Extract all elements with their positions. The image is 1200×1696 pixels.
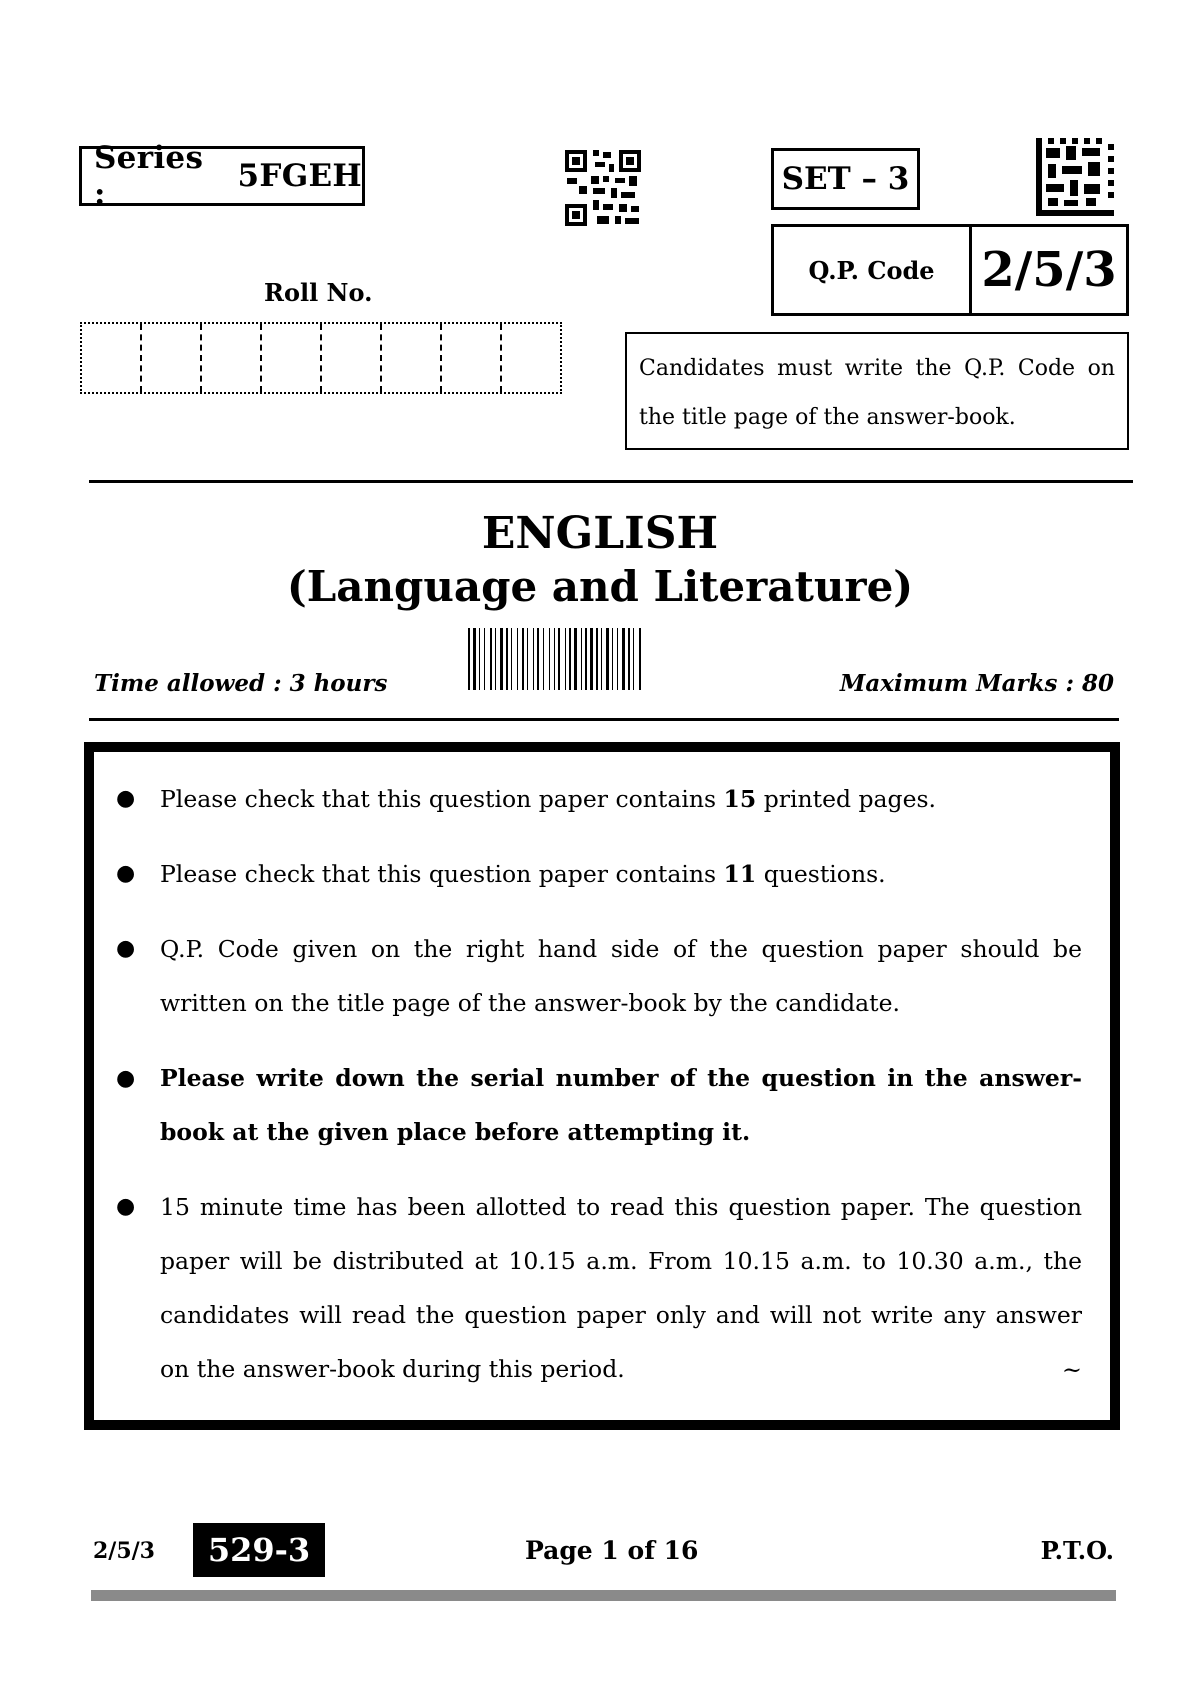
roll-number-box[interactable] (202, 324, 262, 392)
set-box: SET – 3 (771, 148, 920, 210)
subject-subtitle: (Language and Literature) (286, 562, 914, 611)
page-number: Page 1 of 16 (525, 1536, 699, 1565)
roll-number-box[interactable] (262, 324, 322, 392)
instruction-item: ● Please check that this question paper contains 15 printed pages. (116, 772, 1082, 826)
roll-number-boxes[interactable] (80, 322, 562, 394)
instruction-item: ● 15 minute time has been allotted to read this question paper. The question paper will be distributed at 10.15 a.m. From 10.15 a.m. to 10.30 a.m., the candidates will read the question paper only and will not write any answer on the answer-book during this period. (116, 1180, 1082, 1396)
data-matrix-icon (1036, 138, 1114, 216)
instruction-item: ● Q.P. Code given on the right hand side of the question paper should be written on the title page of the answer-book by the candidate. (116, 922, 1082, 1030)
bullet-icon: ● (116, 936, 136, 961)
roll-number-box[interactable] (322, 324, 382, 392)
qp-code-label: Q.P. Code (774, 227, 972, 313)
roll-number-box[interactable] (442, 324, 502, 392)
footer-qp-code: 2/5/3 (93, 1538, 155, 1564)
bullet-icon: ● (116, 861, 136, 886)
series-value: 5FGEH (237, 158, 362, 194)
bullet-icon: ● (116, 1194, 136, 1219)
series-box (79, 140, 365, 212)
roll-number-label: Roll No. (264, 278, 373, 307)
footer-paper-code-badge: 529-3 (193, 1523, 325, 1577)
maximum-marks: Maximum Marks : 80 (839, 670, 1114, 697)
please-turn-over: P.T.O. (1040, 1536, 1114, 1565)
continuation-mark: ~ (1061, 1356, 1082, 1384)
header-divider (89, 480, 1133, 483)
qp-code-box (771, 224, 1129, 316)
roll-number-box[interactable] (142, 324, 202, 392)
instruction-item: ● Please check that this question paper contains 11 questions. (116, 847, 1082, 901)
bullet-icon: ● (116, 786, 136, 811)
footer-bar (91, 1590, 1116, 1601)
roll-number-box[interactable] (382, 324, 442, 392)
bullet-icon: ● (116, 1065, 136, 1091)
roll-number-box[interactable] (82, 324, 142, 392)
qp-code-value: 2/5/3 (981, 242, 1117, 298)
time-allowed: Time allowed : 3 hours (94, 670, 388, 697)
title-divider (89, 718, 1119, 721)
instruction-item: ● Please write down the serial number of the question in the answer-book at the given place before attempting it. (116, 1051, 1082, 1159)
series-label: Series : (94, 140, 204, 212)
barcode-icon (468, 628, 726, 690)
roll-number-box[interactable] (502, 324, 560, 392)
instructions-box (84, 742, 1120, 1430)
subject-title: ENGLISH (481, 508, 719, 559)
qp-code-notice: Candidates must write the Q.P. Code on the title page of the answer-book. (625, 332, 1129, 450)
qr-code-icon (563, 148, 643, 228)
